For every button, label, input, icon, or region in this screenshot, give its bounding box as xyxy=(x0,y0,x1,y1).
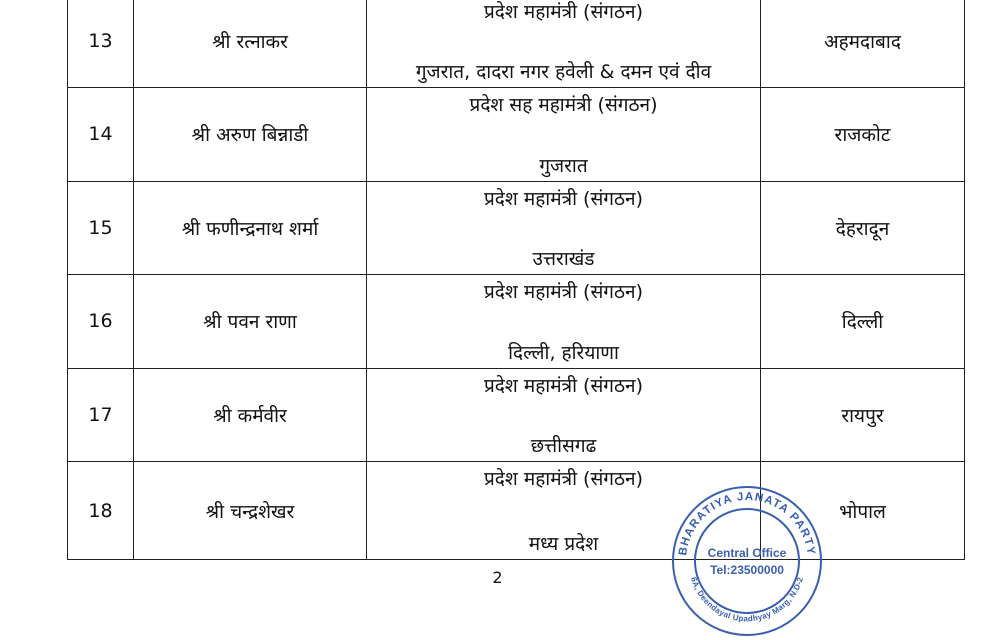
designation: प्रदेश सह महामंत्री (संगठन) xyxy=(469,94,658,116)
headquarters-city: देहरादून xyxy=(761,181,965,275)
stamp-outer-text: BHARATIYA JANATA PARTY xyxy=(677,490,817,557)
region: दिल्ली, हरियाणा xyxy=(508,341,619,364)
designation-cell xyxy=(367,0,761,88)
region: छत्तीसगढ xyxy=(530,435,597,457)
region: उत्तराखंड xyxy=(532,248,595,270)
serial-number: 14 xyxy=(68,88,134,182)
table-row xyxy=(68,368,965,462)
designation: प्रदेश महामंत्री (संगठन) xyxy=(484,468,643,490)
headquarters-city: दिल्ली xyxy=(761,275,965,369)
headquarters-city: राजकोट xyxy=(761,88,965,182)
serial-number: 18 xyxy=(68,462,134,560)
headquarters-city: रायपुर xyxy=(761,368,965,462)
stamp-line-2: Tel:23500000 xyxy=(710,563,784,577)
stamp-line-1: Central Office xyxy=(707,546,787,560)
table-row xyxy=(68,462,965,560)
designation: प्रदेश महामंत्री (संगठन) xyxy=(484,1,643,23)
table-row xyxy=(68,275,965,369)
serial-number: 13 xyxy=(68,0,134,88)
table-row xyxy=(68,0,965,88)
roster-table xyxy=(67,0,965,560)
designation: प्रदेश महामंत्री (संगठन) xyxy=(484,187,643,210)
headquarters-city: अहमदाबाद xyxy=(761,0,965,88)
headquarters-city: भोपाल xyxy=(761,462,965,560)
person-name: श्री पवन राणा xyxy=(134,275,367,369)
region: मध्य प्रदेश xyxy=(528,533,599,555)
serial-number: 16 xyxy=(68,275,134,369)
serial-number: 17 xyxy=(68,368,134,462)
office-seal-stamp xyxy=(668,482,826,640)
person-name: श्री कर्मवीर xyxy=(134,368,367,462)
designation-cell xyxy=(367,181,761,275)
person-name: श्री अरुण बिन्नाडी xyxy=(134,88,367,182)
person-name: श्री चन्द्रशेखर xyxy=(134,462,367,560)
svg-text:6A, Deendayal Upadhyay Marg, N xyxy=(689,576,805,624)
person-name: श्री रत्नाकर xyxy=(134,0,367,88)
designation-cell xyxy=(367,275,761,369)
table-row xyxy=(68,88,965,182)
designation: प्रदेश महामंत्री (संगठन) xyxy=(484,281,643,303)
region: गुजरात xyxy=(539,154,588,177)
region: गुजरात, दादरा नगर हवेली & दमन एवं दीव xyxy=(415,61,712,83)
stamp-address-text: 6A, Deendayal Upadhyay Marg, N.D-2 xyxy=(688,575,806,624)
designation-cell xyxy=(367,88,761,182)
person-name: श्री फणीन्द्रनाथ शर्मा xyxy=(134,181,367,275)
page-number: 2 xyxy=(492,568,503,587)
serial-number: 15 xyxy=(68,181,134,275)
table-row xyxy=(68,181,965,275)
designation-cell xyxy=(367,368,761,462)
designation: प्रदेश महामंत्री (संगठन) xyxy=(484,374,643,397)
